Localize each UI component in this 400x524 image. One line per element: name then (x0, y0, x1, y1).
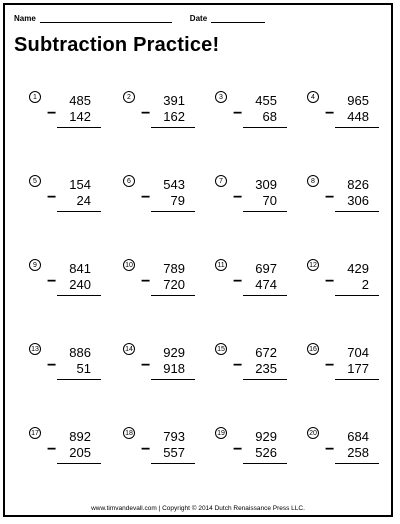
problem-number: 8 (307, 175, 319, 187)
subtrahend: 557 (163, 445, 185, 460)
problem-7 (215, 175, 295, 245)
subtrahend: 526 (255, 445, 277, 460)
name-line (40, 14, 172, 23)
minuend: 455 (255, 93, 277, 108)
subtrahend: 205 (69, 445, 91, 460)
subtrahend: 162 (163, 109, 185, 124)
minus-sign: − (47, 189, 57, 206)
answer-line (335, 211, 379, 212)
page-title: Subtraction Practice! (14, 34, 220, 56)
date-line (211, 14, 265, 23)
problem-1 (29, 91, 109, 161)
subtrahend: 448 (347, 109, 369, 124)
problem-19 (215, 427, 295, 497)
subtrahend: 68 (262, 109, 277, 124)
minus-sign: − (47, 357, 57, 374)
minuend: 826 (347, 177, 369, 192)
header-fields (14, 14, 265, 23)
minus-sign: − (325, 357, 335, 374)
problem-number: 20 (307, 427, 319, 439)
problem-number: 5 (29, 175, 41, 187)
minuend: 429 (347, 261, 369, 276)
minuend: 793 (163, 429, 185, 444)
answer-line (151, 463, 195, 464)
problem-number: 12 (307, 259, 319, 271)
answer-line (335, 379, 379, 380)
minus-sign: − (47, 441, 57, 458)
answer-line (57, 379, 101, 380)
minuend: 309 (255, 177, 277, 192)
problem-6 (123, 175, 203, 245)
answer-line (57, 463, 101, 464)
problem-grid (5, 91, 391, 491)
minuend: 485 (69, 93, 91, 108)
minuend: 391 (163, 93, 185, 108)
subtrahend: 720 (163, 277, 185, 292)
minuend: 789 (163, 261, 185, 276)
problem-number: 11 (215, 259, 227, 271)
problem-10 (123, 259, 203, 329)
subtrahend: 918 (163, 361, 185, 376)
answer-line (57, 127, 101, 128)
subtrahend: 240 (69, 277, 91, 292)
answer-line (243, 463, 287, 464)
minus-sign: − (325, 273, 335, 290)
subtrahend: 24 (76, 193, 91, 208)
subtrahend: 258 (347, 445, 369, 460)
minus-sign: − (233, 105, 243, 122)
subtrahend: 70 (262, 193, 277, 208)
minuend: 704 (347, 345, 369, 360)
problem-20 (307, 427, 387, 497)
problem-number: 2 (123, 91, 135, 103)
minus-sign: − (233, 441, 243, 458)
problem-2 (123, 91, 203, 161)
name-label: Name (14, 14, 36, 23)
subtrahend: 306 (347, 193, 369, 208)
minuend: 697 (255, 261, 277, 276)
problem-number: 15 (215, 343, 227, 355)
problem-number: 9 (29, 259, 41, 271)
subtrahend: 51 (76, 361, 91, 376)
subtrahend: 79 (170, 193, 185, 208)
minus-sign: − (47, 273, 57, 290)
minuend: 684 (347, 429, 369, 444)
answer-line (243, 379, 287, 380)
problem-number: 18 (123, 427, 135, 439)
minuend: 892 (69, 429, 91, 444)
problem-5 (29, 175, 109, 245)
minus-sign: − (141, 441, 151, 458)
answer-line (151, 379, 195, 380)
problem-number: 3 (215, 91, 227, 103)
minus-sign: − (325, 105, 335, 122)
problem-3 (215, 91, 295, 161)
minuend: 929 (255, 429, 277, 444)
minus-sign: − (325, 189, 335, 206)
problem-number: 13 (29, 343, 41, 355)
problem-9 (29, 259, 109, 329)
minuend: 841 (69, 261, 91, 276)
minuend: 965 (347, 93, 369, 108)
answer-line (243, 211, 287, 212)
subtrahend: 474 (255, 277, 277, 292)
problem-8 (307, 175, 387, 245)
problem-number: 10 (123, 259, 135, 271)
subtrahend: 2 (361, 277, 369, 292)
answer-line (151, 127, 195, 128)
minus-sign: − (141, 357, 151, 374)
minus-sign: − (233, 357, 243, 374)
problem-13 (29, 343, 109, 413)
answer-line (151, 211, 195, 212)
minus-sign: − (47, 105, 57, 122)
subtrahend: 142 (69, 109, 91, 124)
answer-line (243, 127, 287, 128)
answer-line (243, 295, 287, 296)
minuend: 543 (163, 177, 185, 192)
problem-15 (215, 343, 295, 413)
minuend: 672 (255, 345, 277, 360)
problem-number: 14 (123, 343, 135, 355)
problem-number: 19 (215, 427, 227, 439)
problem-17 (29, 427, 109, 497)
answer-line (335, 295, 379, 296)
problem-14 (123, 343, 203, 413)
problem-16 (307, 343, 387, 413)
answer-line (57, 211, 101, 212)
minus-sign: − (233, 189, 243, 206)
subtrahend: 235 (255, 361, 277, 376)
answer-line (151, 295, 195, 296)
problem-18 (123, 427, 203, 497)
minus-sign: − (325, 441, 335, 458)
minuend: 154 (69, 177, 91, 192)
problem-number: 7 (215, 175, 227, 187)
minus-sign: − (233, 273, 243, 290)
minuend: 929 (163, 345, 185, 360)
subtrahend: 177 (347, 361, 369, 376)
problem-number: 1 (29, 91, 41, 103)
minus-sign: − (141, 189, 151, 206)
answer-line (57, 295, 101, 296)
minuend: 886 (69, 345, 91, 360)
problem-4 (307, 91, 387, 161)
date-label: Date (189, 14, 208, 23)
problem-number: 4 (307, 91, 319, 103)
problem-number: 6 (123, 175, 135, 187)
problem-number: 16 (307, 343, 319, 355)
problem-11 (215, 259, 295, 329)
problem-12 (307, 259, 387, 329)
worksheet-page (3, 3, 393, 517)
answer-line (335, 463, 379, 464)
footer-copyright: www.timvandevall.com | Copyright © 2014 Dutch Renaissance Press LLC. (91, 505, 305, 512)
minus-sign: − (141, 273, 151, 290)
problem-number: 17 (29, 427, 41, 439)
minus-sign: − (141, 105, 151, 122)
answer-line (335, 127, 379, 128)
